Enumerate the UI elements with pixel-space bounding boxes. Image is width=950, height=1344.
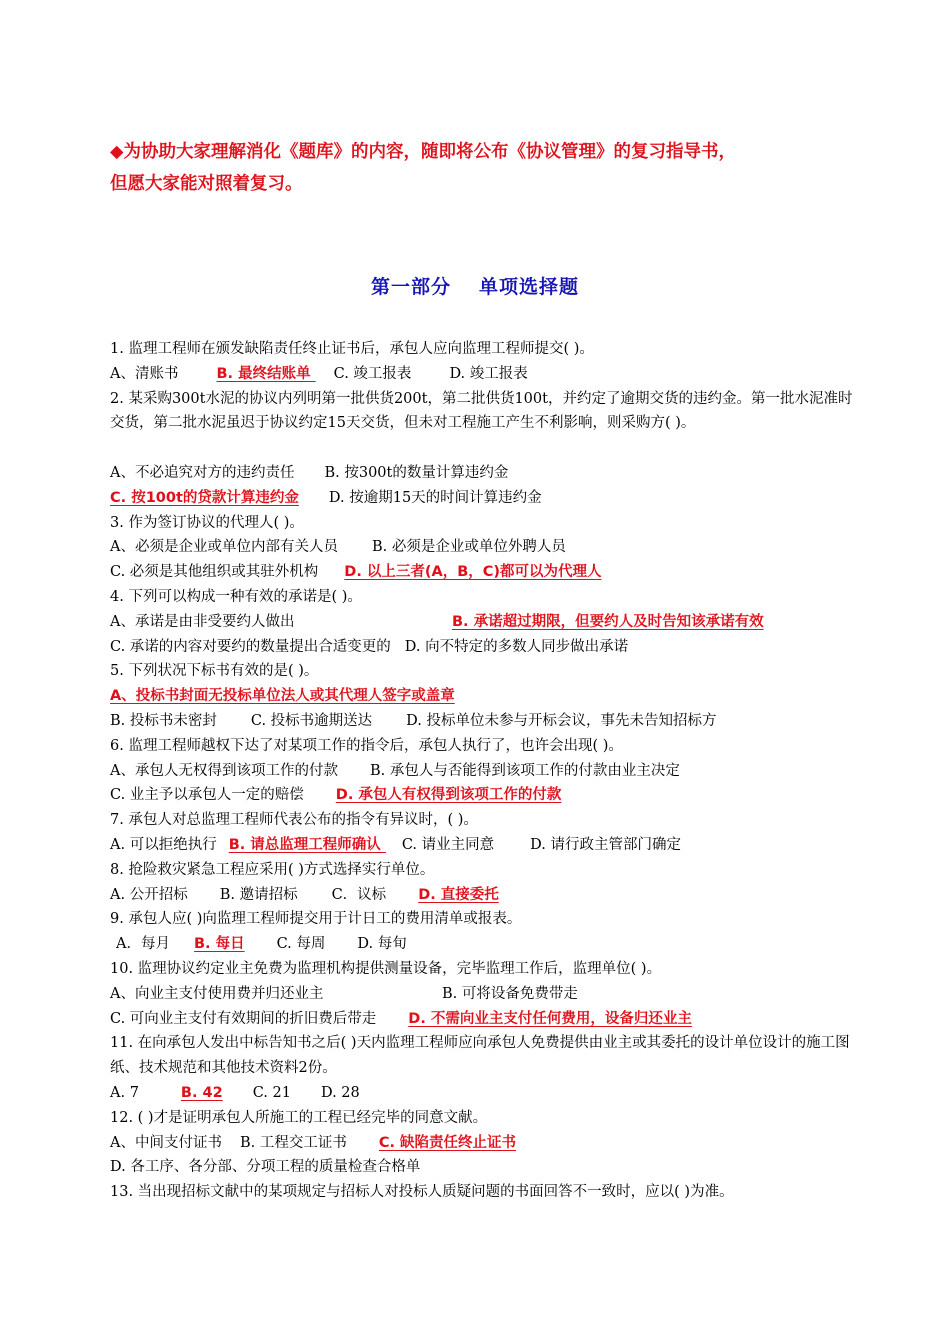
options-row xyxy=(110,461,855,486)
answer-option: D. 以上三者(A，B，C)都可以为代理人 xyxy=(344,564,602,581)
option: A、清账书 xyxy=(110,365,179,382)
answer-option: D. 直接委托 xyxy=(418,886,499,903)
answer-option: B. 承诺超过期限，但要约人及时告知该承诺有效 xyxy=(452,613,764,630)
option: C. 可向业主支付有效期间的折旧费后带走 xyxy=(110,1010,377,1027)
answer-option: B. 最终结账单 xyxy=(216,365,316,382)
section-name: 单项选择题 xyxy=(479,276,580,298)
options-row xyxy=(110,1131,855,1156)
options-row xyxy=(110,1081,855,1106)
section-title xyxy=(0,272,950,299)
option: C. 业主予以承包人一定的赔偿 xyxy=(110,787,304,804)
answer-option: D. 不需向业主支付任何费用，设备归还业主 xyxy=(408,1010,692,1027)
option: B. 工程交工证书 xyxy=(239,1134,347,1151)
question-stem: 4. 下列可以构成一种有效的承诺是( )。 xyxy=(110,588,362,605)
question-stem: 2. 某采购300t水泥的协议内列明第一批供货200t，第二批供货100t，并约定了逾期交货的违约金。第一批水泥准时交货，第二批水泥虽迟于协议约定15天交货，但未对工程施工产生不利影响，则采购方( )。 xyxy=(110,390,853,432)
option: D. 28 xyxy=(320,1084,360,1101)
option: A、向业主支付使用费并归还业主 xyxy=(110,985,324,1002)
option: D. 向不特定的多数人同步做出承诺 xyxy=(404,638,629,655)
options-row xyxy=(110,635,855,660)
section-part: 第一部分 xyxy=(370,276,451,298)
option: D. 请行政主管部门确定 xyxy=(530,836,681,853)
question-stem: 1. 监理工程师在颁发缺陷责任终止证书后，承包人应向监理工程师提交( )。 xyxy=(110,341,594,357)
option: C. 每周 xyxy=(276,936,326,953)
question-stem: 9. 承包人应( )向监理工程师提交用于计日工的费用清单或报表。 xyxy=(110,911,522,928)
option: C. 请业主同意 xyxy=(401,836,495,853)
question-stem: 6. 监理工程师越权下达了对某项工作的指令后，承包人执行了，也许会出现( )。 xyxy=(110,737,623,754)
answer-option: D. 承包人有权得到该项工作的付款 xyxy=(335,787,562,804)
options-row xyxy=(110,535,855,560)
option: C. 投标书逾期送达 xyxy=(250,712,373,729)
question-list xyxy=(110,337,855,1205)
question-stem: 7. 承包人对总监理工程师代表公布的指令有异议时，( )。 xyxy=(110,812,478,829)
option: D. 投标单位未参与开标会议，事先未告知招标方 xyxy=(406,712,717,729)
option: B. 可将设备免费带走 xyxy=(442,985,578,1002)
option: A、中间支付证书 xyxy=(110,1134,222,1151)
options-row xyxy=(110,709,855,734)
option: C. 必须是其他组织或其驻外机构 xyxy=(110,564,319,581)
answer-option: C. 按100t的贷款计算违约金 xyxy=(110,489,299,506)
option: D. 各工序、各分部、分项工程的质量检查合格单 xyxy=(110,1159,421,1176)
option: B. 投标书未密封 xyxy=(110,712,217,729)
question-stem: 12. ( )才是证明承包人所施工的工程已经完毕的同意文献。 xyxy=(110,1109,488,1126)
options-row xyxy=(110,1007,855,1032)
options-row xyxy=(110,833,855,858)
option: D. 竣工报表 xyxy=(449,365,528,382)
options-row xyxy=(110,932,855,957)
question-stem: 8. 抢险救灾紧急工程应采用( )方式选择实行单位。 xyxy=(110,861,435,878)
option: A、承诺是由非受要约人做出 xyxy=(110,613,295,630)
options-row xyxy=(110,783,855,808)
option: C. 21 xyxy=(252,1084,291,1101)
intro-line-2: 但愿大家能对照着复习。 xyxy=(110,174,303,194)
option: C. 竣工报表 xyxy=(333,365,412,382)
intro-note xyxy=(110,136,870,200)
options-row xyxy=(110,1155,855,1180)
option: D. 每旬 xyxy=(357,936,407,953)
options-row xyxy=(110,684,855,709)
options-row xyxy=(110,362,855,387)
options-row xyxy=(110,560,855,585)
option: B. 按300t的数量计算违约金 xyxy=(324,464,509,481)
answer-option: A、投标书封面无投标单位法人或其代理人签字或盖章 xyxy=(110,688,455,705)
question-stem: 10. 监理协议约定业主免费为监理机构提供测量设备，完毕监理工作后，监理单位( )。 xyxy=(110,960,662,977)
option: B. 承包人与否能得到该项工作的付款由业主决定 xyxy=(369,762,680,779)
option: C．议标 xyxy=(331,886,387,903)
option: A. 可以拒绝执行 xyxy=(110,836,217,853)
intro-line-1: ◆为协助大家理解消化《题库》的内容，随即将公布《协议管理》的复习指导书， xyxy=(110,142,736,162)
option: D. 按逾期15天的时间计算违约金 xyxy=(328,489,542,506)
option: C. 承诺的内容对要约的数量提出合适变更的 xyxy=(110,638,391,655)
options-row xyxy=(110,610,855,635)
option: A．每月 xyxy=(116,936,170,953)
options-row xyxy=(110,759,855,784)
option: B. 必须是企业或单位外聘人员 xyxy=(371,539,566,556)
answer-option: C. 缺陷责任终止证书 xyxy=(378,1134,517,1151)
option: A、承包人无权得到该项工作的付款 xyxy=(110,762,338,779)
options-row xyxy=(110,486,855,511)
option: A、不必追究对方的违约责任 xyxy=(110,464,295,481)
question-stem: 5. 下列状况下标书有效的是( )。 xyxy=(110,663,319,680)
options-row xyxy=(110,982,855,1007)
question-stem: 11. 在向承包人发出中标告知书之后( )天内监理工程师应向承包人免费提供由业主或其委托的设计单位设计的施工图纸、技术规范和其他技术资料2份。 xyxy=(110,1035,850,1077)
answer-option: B. 请总监理工程师确认 xyxy=(228,836,386,853)
option: B. 邀请招标 xyxy=(219,886,298,903)
question-stem: 13. 当出现招标文献中的某项规定与招标人对投标人质疑问题的书面回答不一致时，应以( )为准。 xyxy=(110,1184,734,1201)
options-row xyxy=(110,883,855,908)
answer-option: B. 42 xyxy=(180,1084,223,1101)
option: A. 7 xyxy=(110,1084,139,1101)
option: A. 公开招标 xyxy=(110,886,188,903)
answer-option: B. 每日 xyxy=(193,936,245,953)
question-stem: 3. 作为签订协议的代理人( )。 xyxy=(110,514,304,531)
option: A、必须是企业或单位内部有关人员 xyxy=(110,539,338,556)
